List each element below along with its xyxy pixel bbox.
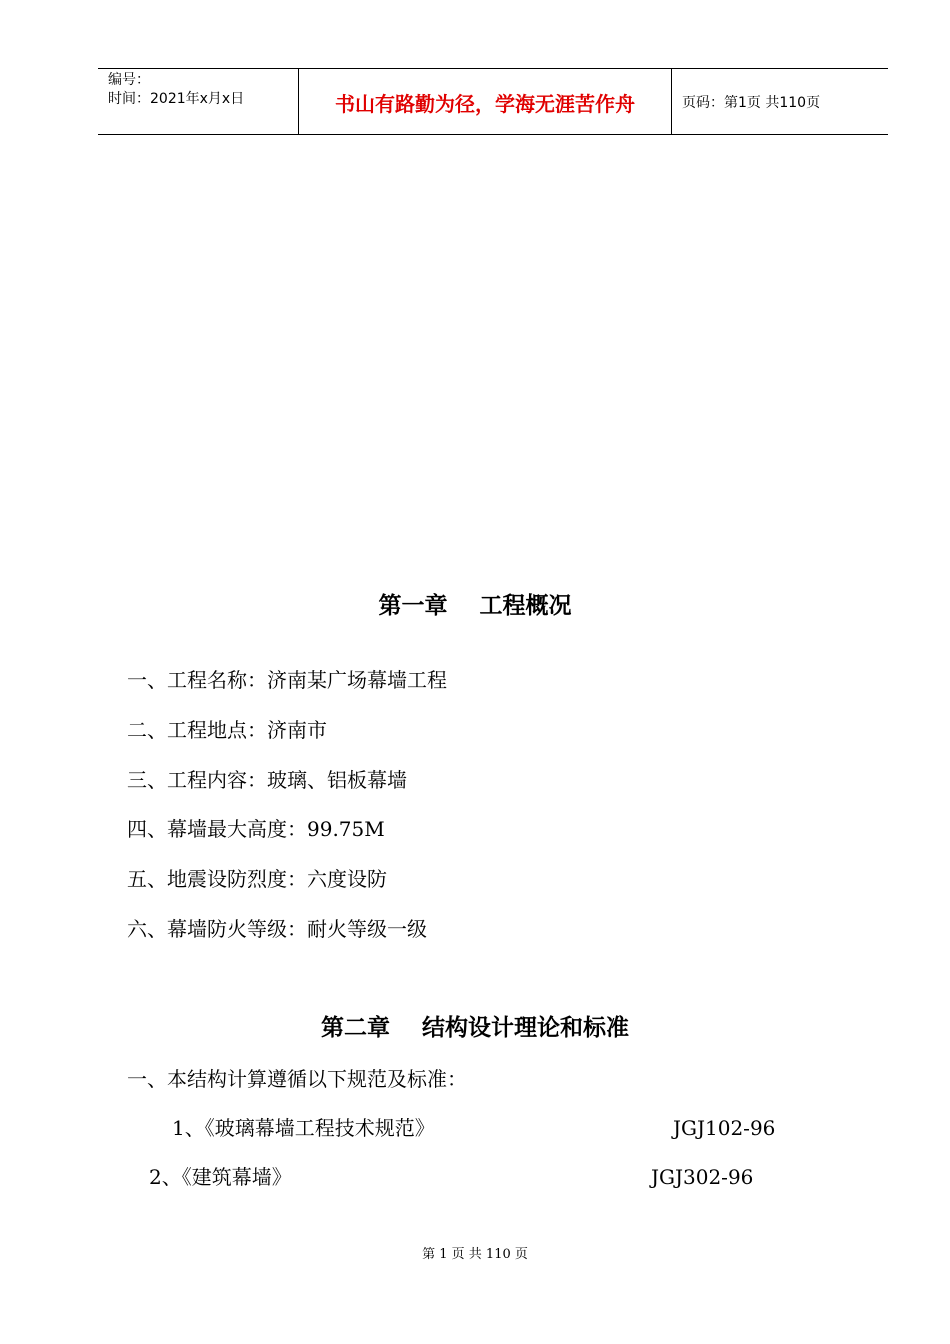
standard-item-label: 2、《建筑幕墙》: [149, 1165, 292, 1189]
standard-item-code: JGJ102-96: [673, 1116, 776, 1140]
header-motto-cell: [299, 69, 672, 134]
max-height-line: 四、幕墙最大高度：99.75M: [127, 817, 385, 841]
document-header: [98, 68, 888, 135]
standard-item-code: JGJ302-96: [651, 1165, 754, 1189]
standards-intro-line: 一、本结构计算遵循以下规范及标准：: [127, 1067, 467, 1091]
header-meta-cell: [98, 69, 299, 134]
standard-item-label: 1、《玻璃幕墙工程技术规范》: [172, 1116, 435, 1140]
header-motto: 书山有路勤为径，学海无涯苦作舟: [335, 92, 635, 116]
header-page-cell: [672, 69, 888, 134]
document-time-label: 时间：2021年x月x日: [108, 91, 245, 107]
project-content-line: 三、工程内容：玻璃、铝板幕墙: [127, 768, 407, 792]
project-location-line: 二、工程地点：济南市: [127, 718, 327, 742]
header-page-info: 页码：第1页 共110页: [682, 95, 821, 111]
document-number-label: 编号：: [108, 72, 150, 88]
chapter1-title: 第一章 工程概况: [378, 592, 572, 619]
chapter2-title: 第二章 结构设计理论和标准: [320, 1014, 630, 1041]
fire-rating-line: 六、幕墙防火等级：耐火等级一级: [127, 917, 427, 941]
project-name-line: 一、工程名称：济南某广场幕墙工程: [127, 668, 447, 692]
seismic-level-line: 五、地震设防烈度：六度设防: [127, 867, 387, 891]
page-footer: 第 1 页 共 110 页: [422, 1247, 528, 1262]
